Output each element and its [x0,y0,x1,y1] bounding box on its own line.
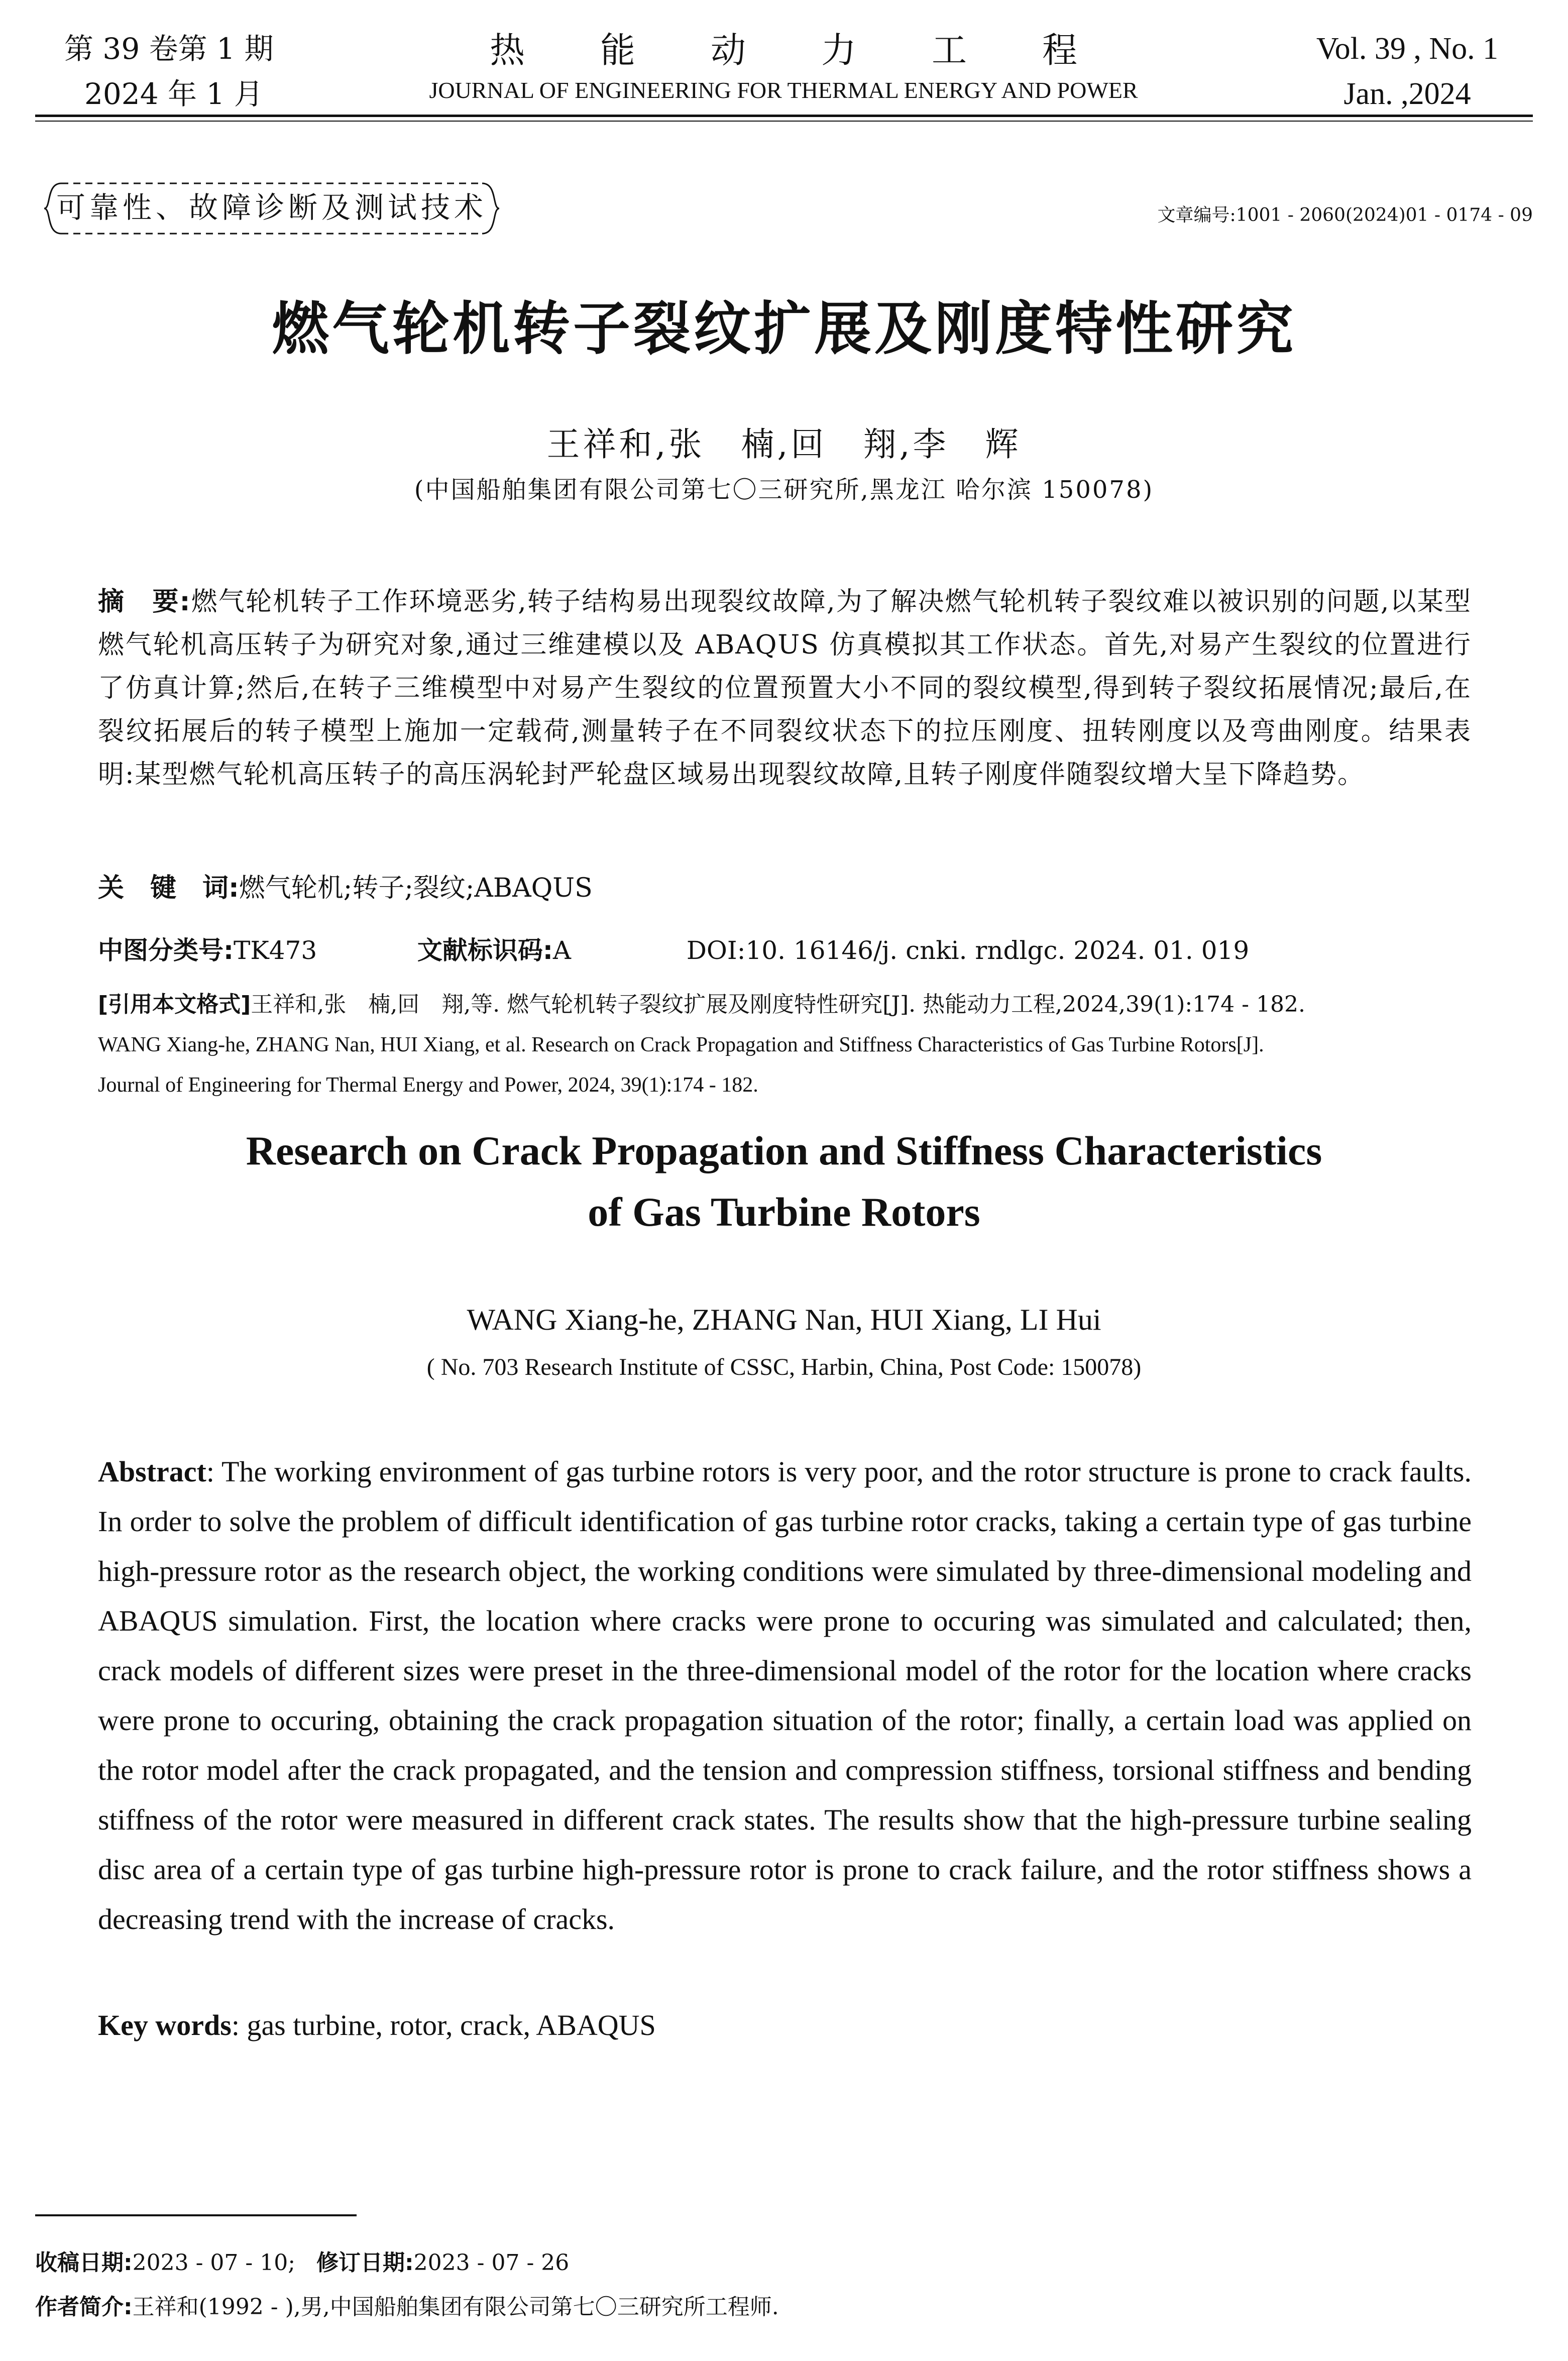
abstract-en-label: Abstract [98,1455,206,1488]
citation-line-en-1: WANG Xiang-he, ZHANG Nan, HUI Xiang, et al. Research on Crack Propagation and Stiffness Characteristics of Gas Turbine Rotors[J]. [98,1033,1264,1056]
document-code-value: A [552,936,572,965]
keywords-en-text: : gas turbine, rotor, crack, ABAQUS [231,2009,656,2042]
received-value: 2023 - 07 - 10; [132,2250,296,2276]
author-bio-value: 王祥和(1992 - ),男,中国船舶集团有限公司第七〇三研究所工程师. [132,2294,779,2320]
classification-line [98,930,1472,971]
clc-value: TK473 [234,936,317,965]
title-en-line-2: of Gas Turbine Rotors [588,1189,980,1235]
keywords-en [98,2000,1472,2050]
running-header-center [372,26,1195,106]
keywords-en-label: Key words [98,2009,232,2042]
keywords-cn [98,868,1472,908]
date-en: Jan. ,2024 [1343,77,1471,111]
revised-value: 2023 - 07 - 26 [413,2250,570,2276]
abstract-cn-text: 燃气轮机转子工作环境恶劣,转子结构易出现裂纹故障,为了解决燃气轮机转子裂纹难以被识别的问题,以某型燃气轮机高压转子为研究对象,通过三维建模以及 ABAQUS 仿真模拟其工作状态。首先,对易产生裂纹的位置进行了仿真计算;然后,在转子三维模型中对易产生裂纹的位置预置大小不同的裂纹模型,得到转子裂纹拓展情况;最后,在裂纹拓展后的转子模型上施加一定载荷,测量转子在不同裂纹状态下的拉压刚度、扭转刚度以及弯曲刚度。结果表明:某型燃气轮机高压转子的高压涡轮封严轮盘区域易出现裂纹故障,且转子刚度伴随裂纹增大呈下降趋势。 [98,587,1472,790]
document-code-label: 文献标识码: [417,936,553,965]
footnote-rule [35,2214,357,2216]
citation-label: [引用本文格式] [98,992,251,1017]
doi: DOI:10. 16146/j. cnki. rndlgc. 2024. 01. 019 [686,936,1250,965]
column-tag-text: 可靠性、故障诊断及测试技术 [56,190,487,225]
authors-en: WANG Xiang-he, ZHANG Nan, HUI Xiang, LI Hui [467,1303,1101,1336]
abstract-cn [98,580,1472,796]
footnote-dates [35,2245,569,2281]
received-label: 收稿日期: [35,2250,133,2276]
article-number: 文章编号:1001 - 2060(2024)01 - 0174 - 09 [1157,205,1533,226]
title-cn: 燃气轮机转子裂纹扩展及刚度特性研究 [271,295,1296,362]
clc-label: 中图分类号: [98,936,234,965]
footnote-author [35,2290,779,2325]
author-bio-label: 作者简介: [35,2294,133,2320]
column-tag-box [41,178,502,239]
revised-label: 修订日期: [316,2250,414,2276]
journal-name-cn: 热能动力工程 [490,30,1153,71]
volume-issue-en: Vol. 39 , No. 1 [1316,32,1499,66]
keywords-cn-text: 燃气轮机;转子;裂纹;ABAQUS [239,873,593,903]
running-header-left [64,26,315,117]
citation-line-cn: 王祥和,张 楠,回 翔,等. 燃气轮机转子裂纹扩展及刚度特性研究[J]. 热能动力工程,2024,39(1):174 - 182. [251,992,1305,1017]
header-rule-thick [35,115,1533,117]
title-en-line-1: Research on Crack Propagation and Stiffness Characteristics [246,1128,1322,1173]
citation-block [98,985,1472,1105]
abstract-en-text: : The working environment of gas turbine rotors is very poor, and the rotor structure is prone to crack faults. In order to solve the problem of difficult identification of gas turbine rotor cracks, taking a certain type of gas turbine high-pressure rotor as the research object, the working conditions were simulated by three-dimensional modeling and ABAQUS simulation. First, the location where cracks were prone to occuring was simulated and calculated; then, crack models of different sizes were preset in the three-dimensional model of the rotor for the location where cracks were prone to occuring, obtaining the crack propagation situation of the rotor; finally, a certain load was applied on the rotor model after the crack propagated, and the tension and compression stiffness, torsional stiffness and bending stiffness of the rotor were measured in different crack states. The results show that the high-pressure turbine sealing disc area of a certain type of gas turbine high-pressure rotor is prone to crack failure, and the rotor stiffness shows a decreasing trend with the increase of cracks. [98,1455,1472,1936]
citation-line-en-2: Journal of Engineering for Thermal Energy and Power, 2024, 39(1):174 - 182. [98,1074,758,1097]
volume-issue-cn: 第 39 卷第 1 期 [64,32,274,66]
title-en [0,1120,1568,1243]
affiliation-cn: (中国船舶集团有限公司第七〇三研究所,黑龙江 哈尔滨 150078) [414,476,1154,504]
date-cn: 2024 年 1 月 [84,77,263,111]
abstract-en [98,1447,1472,1944]
header-rule-thin [35,121,1533,122]
affiliation-en: ( No. 703 Research Institute of CSSC, Harbin, China, Post Code: 150078) [426,1354,1142,1380]
running-header-right [1282,26,1533,117]
authors-cn: 王祥和,张 楠,回 翔,李 辉 [546,425,1022,464]
abstract-cn-label: 摘 要: [98,587,191,617]
journal-name-en: JOURNAL OF ENGINEERING FOR THERMAL ENERGY AND POWER [429,77,1138,103]
keywords-cn-label: 关 键 词: [98,873,239,903]
